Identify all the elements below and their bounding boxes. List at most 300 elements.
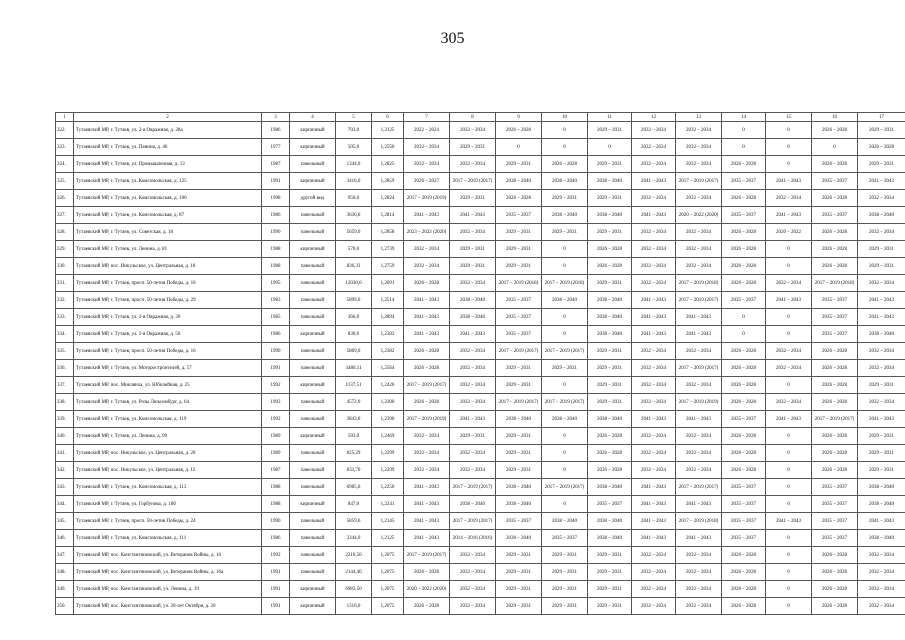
capital-repair-table [55,112,905,615]
table-cell: 2026 – 2028 [722,156,766,173]
table-cell: 2017 – 2019 (2017) [496,394,542,411]
row-number-cell: 323. [56,139,74,156]
table-cell: 2026 – 2028 [722,394,766,411]
table-cell: 2032 – 2034 [632,258,676,275]
table-cell: 2210,50 [336,547,372,564]
table-cell: 2032 – 2034 [632,462,676,479]
table-row [56,598,905,615]
table-cell: кирпичный [290,139,336,156]
table-cell: 2032 – 2034 [404,258,450,275]
table-cell: 2026 – 2028 [404,598,450,615]
table-cell: 2026 – 2028 [588,241,632,258]
table-cell: 2032 – 2034 [632,547,676,564]
table-row [56,258,905,275]
table-cell: 1992 [262,547,290,564]
table-cell: 2029 – 2031 [450,428,496,445]
table-cell: 2032 – 2034 [676,377,722,394]
table-row [56,445,905,462]
table-cell: 5659,0 [336,224,372,241]
table-cell: 2026 – 2028 [812,445,858,462]
table-cell: 0 [766,156,812,173]
table-cell: 0 [722,139,766,156]
table-cell: 593,0 [336,428,372,445]
table-cell: 2041 – 2043 [450,411,496,428]
table-cell: 2041 – 2043 [632,326,676,343]
table-row [56,275,905,292]
table-cell: 1991 [262,598,290,615]
table-cell: 2032 – 2034 [676,190,722,207]
table-cell: 0 [722,309,766,326]
row-number-cell: 346. [56,530,74,547]
address-cell: Тутаевский МР, пос. Константиновский, ул. Ветеранов Войны, д. 16 [74,547,262,564]
table-cell: 2026 – 2028 [722,445,766,462]
table-cell: 1991 [262,360,290,377]
table-cell: панельный [290,343,336,360]
table-cell: 2029 – 2031 [588,564,632,581]
table-cell: 1344,0 [336,156,372,173]
table-cell: панельный [290,275,336,292]
table-cell: 2038 – 2040 [858,326,905,343]
table-cell: 2032 – 2034 [766,394,812,411]
table-cell: панельный [290,479,336,496]
table-cell: 836,33 [336,258,372,275]
row-number-cell: 325. [56,173,74,190]
table-cell: 2032 – 2034 [632,156,676,173]
row-number-cell: 343. [56,479,74,496]
table-cell: 0 [766,309,812,326]
table-cell: 2032 – 2034 [632,598,676,615]
table-cell: 0 [542,462,588,479]
table-cell: 2035 – 2037 [812,309,858,326]
table-cell: 2041 – 2043 [632,530,676,547]
table-cell: 2032 – 2034 [676,581,722,598]
table-cell: 0 [766,445,812,462]
table-cell: 1988 [262,241,290,258]
table-cell: 2029 – 2031 [450,139,496,156]
table-cell: 1989 [262,445,290,462]
table-cell: кирпичный [290,326,336,343]
table-cell: 2026 – 2028 [496,122,542,139]
table-cell: 2041 – 2043 [632,479,676,496]
table-cell: 2032 – 2034 [858,581,905,598]
table-cell: 2038 – 2040 [450,292,496,309]
table-cell: 2029 – 2031 [496,462,542,479]
address-cell: Тутаевский МР, г. Тутаев, просп. 50-летия Победы, д. 16 [74,343,262,360]
table-cell: 1990 [262,224,290,241]
table-cell: 0 [542,428,588,445]
table-cell: 2038 – 2040 [588,326,632,343]
table-cell: 2032 – 2034 [450,564,496,581]
table-cell: 2017 – 2019 (2017) [676,173,722,190]
table-cell: 2035 – 2037 [496,309,542,326]
row-number-cell: 329. [56,241,74,258]
table-cell: кирпичный [290,581,336,598]
address-cell: Тутаевский МР, г. Тутаев, ул. Ленина, д. 81 [74,241,262,258]
table-cell: 2029 – 2031 [496,224,542,241]
address-cell: Тутаевский МР, г. Тутаев, ул. Комсомольская, д. 100 [74,190,262,207]
table-cell: 2032 – 2034 [404,428,450,445]
table-cell: 1316,0 [336,598,372,615]
table-cell: 2038 – 2040 [542,411,588,428]
table-row [56,496,905,513]
table-cell: 2038 – 2040 [588,173,632,190]
table-cell: 2029 – 2031 [588,360,632,377]
table-cell: 2038 – 2040 [542,513,588,530]
table-cell: 2029 – 2031 [858,428,905,445]
table-cell: 2029 – 2031 [496,428,542,445]
row-number-cell: 342. [56,462,74,479]
table-cell: 2026 – 2028 [722,377,766,394]
table-cell: 2029 – 2031 [858,241,905,258]
table-cell: 2026 – 2028 [812,564,858,581]
table-cell: 2032 – 2034 [450,462,496,479]
table-cell: 2035 – 2037 [722,292,766,309]
table-cell: 2035 – 2037 [722,207,766,224]
table-cell: 2032 – 2034 [450,394,496,411]
table-row [56,343,905,360]
table-cell: 1991 [262,173,290,190]
table-cell: 2032 – 2034 [632,360,676,377]
table-cell: 2029 – 2031 [496,377,542,394]
table-cell: 2041 – 2043 [858,411,905,428]
table-cell: 2017 – 2019 (2019) [404,411,450,428]
table-cell: 0 [766,598,812,615]
table-cell: 2020 – 2022 (2020) [676,207,722,224]
table-row [56,207,905,224]
table-cell: 2035 – 2037 [722,530,766,547]
table-cell: 2041 – 2043 [858,173,905,190]
table-cell: 2038 – 2040 [588,513,632,530]
header-cell: 11 [588,113,632,122]
table-cell: 2032 – 2034 [450,275,496,292]
table-cell: 2041 – 2043 [404,513,450,530]
table-cell: панельный [290,411,336,428]
table-cell: 1998 [262,190,290,207]
table-row [56,241,905,258]
table-cell: 2026 – 2028 [858,139,905,156]
table-cell: 2029 – 2031 [450,241,496,258]
table-cell: 2041 – 2043 [632,173,676,190]
table-cell: 2032 – 2034 [858,394,905,411]
table-cell: 2029 – 2031 [588,190,632,207]
row-number-cell: 349. [56,581,74,598]
table-cell: 3480,11 [336,360,372,377]
table-cell: 2017 – 2019 (2019) [676,394,722,411]
table-row [56,360,905,377]
table-cell: 1,3125 [372,122,404,139]
row-number-cell: 337. [56,377,74,394]
table-cell: 1986 [262,326,290,343]
table-cell: 0 [542,258,588,275]
table-cell: 2038 – 2040 [496,173,542,190]
table-cell: 2032 – 2034 [858,360,905,377]
table-cell: 2026 – 2028 [812,581,858,598]
table-cell: 0 [766,462,812,479]
table-cell: 4572,0 [336,394,372,411]
table-cell: 1,2299 [372,445,404,462]
table-cell: 2032 – 2034 [632,122,676,139]
table-cell: 2035 – 2037 [496,326,542,343]
row-number-cell: 344. [56,496,74,513]
table-cell: 2026 – 2028 [404,343,450,360]
table-cell: 2026 – 2028 [722,241,766,258]
table-cell: 2038 – 2040 [542,292,588,309]
table-cell: 1991 [262,581,290,598]
row-number-cell: 332. [56,292,74,309]
table-cell: 2022 – 2024 [404,122,450,139]
table-cell: 2023 – 2022 (2020) [404,224,450,241]
table-cell: 2032 – 2034 [858,190,905,207]
row-number-cell: 340. [56,428,74,445]
table-row [56,326,905,343]
table-cell: панельный [290,156,336,173]
table-cell: 1986 [262,122,290,139]
table-cell: панельный [290,547,336,564]
header-cell: 15 [766,113,812,122]
table-cell: 2041 – 2043 [676,530,722,547]
table-cell: 2035 – 2037 [812,496,858,513]
table-cell: 3843,0 [336,411,372,428]
table-cell: 2029 – 2031 [542,564,588,581]
table-cell: 2032 – 2034 [676,547,722,564]
table-cell: 1990 [262,343,290,360]
table-cell: 2038 – 2040 [588,292,632,309]
table-cell: 0 [496,139,542,156]
table-cell: 6983,50 [336,581,372,598]
table-cell: 1,2858 [372,224,404,241]
table-cell: 2032 – 2034 [450,445,496,462]
table-cell: 2020 – 2022 (2020) [404,581,450,598]
table-cell: 2032 – 2034 [450,156,496,173]
table-cell: 2026 – 2028 [722,564,766,581]
table-row [56,462,905,479]
table-cell: 1986 [262,207,290,224]
table-cell: 2032 – 2034 [404,156,450,173]
table-cell: 2017 – 2019 (2017) [450,173,496,190]
table-cell: 2026 – 2028 [812,190,858,207]
table-cell: 2032 – 2034 [450,224,496,241]
table-cell: 2038 – 2040 [588,530,632,547]
table-cell: 2041 – 2043 [404,207,450,224]
table-cell: 1977 [262,139,290,156]
table-cell: 1,2241 [372,496,404,513]
table-cell: 2017 – 2019 (2018) [812,275,858,292]
table-cell: 2026 – 2028 [812,360,858,377]
table-cell: 1137,51 [336,377,372,394]
table-cell: 2038 – 2040 [450,496,496,513]
table-cell: 2032 – 2034 [676,564,722,581]
table-cell: 2026 – 2028 [722,190,766,207]
table-cell: 2041 – 2043 [766,292,812,309]
row-number-cell: 326. [56,190,74,207]
table-cell: 2041 – 2043 [404,326,450,343]
table-cell: 2032 – 2034 [858,547,905,564]
table-cell: 1987 [262,156,290,173]
table-cell: 3416,0 [336,173,372,190]
table-cell: 2041 – 2043 [766,173,812,190]
header-cell: 14 [722,113,766,122]
table-cell: 0 [542,241,588,258]
address-cell: Тутаевский МР, г. Тутаев, ул. Комсомольская, д. 119 [74,411,262,428]
table-cell: 2029 – 2031 [858,156,905,173]
table-row [56,190,905,207]
table-cell: 2014 – 2016 (2016) [450,530,496,547]
address-cell: Тутаевский МР, г. Тутаев, ул. Ленина, д. 99 [74,428,262,445]
header-cell: 2 [74,113,262,122]
table-cell: 2029 – 2031 [542,581,588,598]
table-cell: 2026 – 2028 [722,343,766,360]
table-cell: 2032 – 2034 [858,598,905,615]
table-cell: 2026 – 2028 [404,394,450,411]
table-cell: 2035 – 2037 [812,513,858,530]
row-number-cell: 347. [56,547,74,564]
table-cell: 2035 – 2037 [722,411,766,428]
table-cell: 2032 – 2034 [632,343,676,360]
table-cell: 1992 [262,411,290,428]
table-cell: 2017 – 2019 (2017) [542,394,588,411]
table-cell: 2029 – 2031 [496,581,542,598]
table-cell: 0 [766,326,812,343]
table-cell: 1,2824 [372,190,404,207]
table-cell: 2032 – 2034 [450,122,496,139]
table-cell: 2032 – 2034 [676,139,722,156]
table-cell: 2035 – 2037 [588,496,632,513]
header-cell: 5 [336,113,372,122]
table-cell: 2041 – 2043 [404,479,450,496]
table-cell: 570,0 [336,241,372,258]
table-cell: 2026 – 2028 [404,360,450,377]
table-cell: 1,2759 [372,258,404,275]
table-cell: 833,70 [336,462,372,479]
table-cell: 2026 – 2028 [722,275,766,292]
table-cell: 2032 – 2034 [632,241,676,258]
table-cell: 2017 – 2019 (2017) [676,360,722,377]
table-cell: 1985 [262,309,290,326]
table-cell: 2029 – 2031 [450,190,496,207]
table-cell: 2017 – 2019 (2017) [676,292,722,309]
table-cell: 2041 – 2043 [676,411,722,428]
table-cell: 5899,0 [336,292,372,309]
table-cell: 2026 – 2028 [812,156,858,173]
table-cell: 2026 – 2028 [722,462,766,479]
table-cell: 1987 [262,462,290,479]
table-cell: 1,2300 [372,394,404,411]
table-row [56,156,905,173]
header-cell: 9 [496,113,542,122]
table-cell: 2026 – 2028 [722,360,766,377]
table-cell: панельный [290,224,336,241]
address-cell: Тутаевский МР, г. Тутаев, ул. Панина, д. 46 [74,139,262,156]
table-cell: 2026 – 2028 [722,598,766,615]
table-cell: 0 [766,258,812,275]
row-number-cell: 341. [56,445,74,462]
header-cell: 6 [372,113,404,122]
address-cell: Тутаевский МР, г. Тутаев, просп. 50-летия Победы, д. 24 [74,513,262,530]
table-cell: 2032 – 2034 [858,224,905,241]
address-cell: Тутаевский МР, г. Тутаев, ул. Комсомольская, д. 125 [74,173,262,190]
table-cell: 1,2250 [372,479,404,496]
table-cell: 2041 – 2043 [632,207,676,224]
table-cell: 2038 – 2040 [858,207,905,224]
table-cell: 2017 – 2019 (2017) [812,411,858,428]
table-cell: 2029 – 2031 [588,343,632,360]
page-number: 305 [440,30,465,47]
table-cell: 2026 – 2027 [404,173,450,190]
table-cell: 2029 – 2031 [858,122,905,139]
table-cell: 2041 – 2043 [632,292,676,309]
table-cell: кирпичный [290,598,336,615]
table-cell: 2041 – 2043 [676,309,722,326]
table-cell: 2032 – 2034 [766,360,812,377]
table-cell: 2026 – 2028 [812,241,858,258]
table-cell: 2032 – 2034 [766,343,812,360]
table-cell: 2035 – 2037 [722,496,766,513]
table-cell: 2026 – 2028 [588,258,632,275]
table-cell: 366,0 [336,309,372,326]
table-cell: 2029 – 2031 [496,547,542,564]
table-cell: 2032 – 2034 [632,275,676,292]
table-cell: 2038 – 2040 [588,479,632,496]
table-cell: 1991 [262,564,290,581]
address-cell: Тутаевский МР, г. Тутаев, ул. Комсомольская, д. 113 [74,479,262,496]
table-cell: кирпичный [290,428,336,445]
table-cell: 2041 – 2043 [858,309,905,326]
table-cell: панельный [290,462,336,479]
table-cell: 0 [766,496,812,513]
table-cell: 2026 – 2028 [722,581,766,598]
table-cell: 0 [588,139,632,156]
table-cell: 2041 – 2043 [450,326,496,343]
table-cell: 0 [542,326,588,343]
row-number-cell: 350. [56,598,74,615]
table-cell: 2144,40 [336,564,372,581]
table-cell: панельный [290,394,336,411]
table-cell: 2035 – 2037 [812,479,858,496]
table-cell: 2035 – 2037 [496,292,542,309]
table-cell: 2032 – 2034 [632,564,676,581]
table-cell: 2017 – 2019 (2018) [496,275,542,292]
table-cell: 2017 – 2019 (2019) [404,190,450,207]
table-cell: 0 [766,139,812,156]
table-cell: 2041 – 2043 [632,309,676,326]
table-cell: 2029 – 2031 [450,258,496,275]
table-cell: 2038 – 2040 [542,207,588,224]
table-row [56,309,905,326]
table-cell: 2035 – 2037 [496,513,542,530]
table-cell: 2038 – 2040 [588,309,632,326]
table-cell: 1992 [262,394,290,411]
table-cell: 1,2739 [372,241,404,258]
address-cell: Тутаевский МР, пос. Никульское, ул. Центральная, д. 12 [74,462,262,479]
table-cell: 1,2564 [372,360,404,377]
table-cell: 2032 – 2034 [404,139,450,156]
table-cell: 1986 [262,530,290,547]
table-cell: 2029 – 2031 [542,360,588,377]
table-cell: 2038 – 2040 [858,496,905,513]
table-cell: 2029 – 2031 [496,564,542,581]
table-cell: 2029 – 2031 [496,258,542,275]
row-number-cell: 327. [56,207,74,224]
table-cell: 1,2383 [372,326,404,343]
table-cell: 2032 – 2034 [632,377,676,394]
table-cell: 2032 – 2034 [676,122,722,139]
table-cell: 2032 – 2034 [632,139,676,156]
address-cell: Тутаевский МР, г. Тутаев, ул. Розы Люксембург, д. 64 [74,394,262,411]
table-row [56,428,905,445]
table-cell: 2032 – 2034 [404,445,450,462]
address-cell: Тутаевский МР, пос. Микляиха, ул. Юбилейная, д. 25 [74,377,262,394]
table-cell: 2017 – 2019 (2017) [542,343,588,360]
